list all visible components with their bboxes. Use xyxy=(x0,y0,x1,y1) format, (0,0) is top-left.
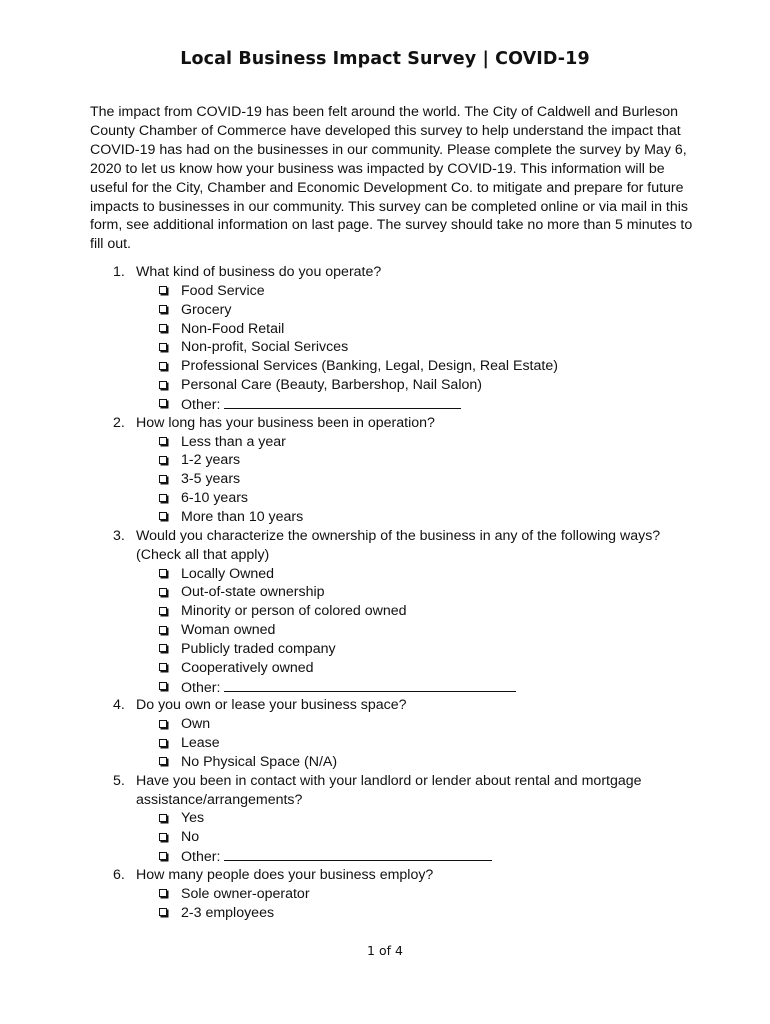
option-checkbox[interactable] xyxy=(0,282,770,301)
checkbox-icon[interactable] xyxy=(159,512,167,520)
intro-line: useful for the City, Chamber and Economic Development Co. to mitigate and prepare for future xyxy=(90,179,684,196)
option-label-text: Other: xyxy=(181,849,221,866)
option-checkbox[interactable] xyxy=(0,885,770,904)
option-label: 3-5 years xyxy=(181,471,241,488)
option-checkbox[interactable] xyxy=(0,395,770,414)
checkbox-icon[interactable] xyxy=(159,305,167,313)
question-text: How many people does your business employ? xyxy=(136,867,434,883)
intro-line: COVID-19 has had on the businesses in our community. Please complete the survey by May 6, xyxy=(90,141,687,158)
option-label xyxy=(181,847,492,867)
option-checkbox[interactable] xyxy=(0,376,770,395)
option-label: Professional Services (Banking, Legal, Design, Real Estate) xyxy=(181,358,558,375)
option-label: Minority or person of colored owned xyxy=(181,603,407,620)
option-checkbox[interactable] xyxy=(0,357,770,376)
intro-line: The impact from COVID-19 has been felt around the world. The City of Caldwell and Burleson xyxy=(90,104,679,120)
option-checkbox[interactable] xyxy=(0,678,770,697)
option-checkbox[interactable] xyxy=(0,583,770,602)
checkbox-icon[interactable] xyxy=(159,814,167,822)
option-checkbox[interactable] xyxy=(0,904,770,923)
option-label: Own xyxy=(181,716,211,733)
intro-line: fill out. xyxy=(90,236,132,253)
question-4 xyxy=(0,696,770,715)
question-text: How long has your business been in operation? xyxy=(136,414,435,431)
questions-list xyxy=(0,263,770,923)
checkbox-icon[interactable] xyxy=(159,720,167,728)
intro-line: impacts to businesses in our community. This survey can be completed online or via mail in this xyxy=(90,198,688,215)
checkbox-icon[interactable] xyxy=(159,286,167,294)
option-label: Cooperatively owned xyxy=(181,659,314,676)
question-number: 5. xyxy=(113,772,125,789)
option-label: Food Service xyxy=(181,282,265,299)
option-checkbox[interactable] xyxy=(0,320,770,339)
checkbox-icon[interactable] xyxy=(159,852,167,860)
checkbox-icon[interactable] xyxy=(159,569,167,577)
option-checkbox[interactable] xyxy=(0,451,770,470)
option-label xyxy=(181,678,516,698)
option-label: No Physical Space (N/A) xyxy=(181,753,338,770)
option-label: Less than a year xyxy=(181,433,286,450)
intro-line: 2020 to let us know how your business was impacted by COVID-19. This information will be xyxy=(90,160,665,177)
option-label: Non-Food Retail xyxy=(181,320,285,337)
option-label: 2-3 employees xyxy=(181,904,275,921)
option-checkbox[interactable] xyxy=(0,847,770,866)
question-number: 1. xyxy=(113,264,125,280)
option-checkbox[interactable] xyxy=(0,489,770,508)
checkbox-icon[interactable] xyxy=(159,381,167,389)
option-label: Grocery xyxy=(181,301,232,318)
question-text-continuation: (Check all that apply) xyxy=(136,546,270,563)
option-checkbox[interactable] xyxy=(0,753,770,772)
option-checkbox[interactable] xyxy=(0,301,770,320)
checkbox-icon[interactable] xyxy=(159,362,167,370)
question-1 xyxy=(0,263,770,282)
option-checkbox[interactable] xyxy=(0,470,770,489)
question-text: What kind of business do you operate? xyxy=(136,264,382,280)
option-label: No xyxy=(181,829,200,846)
checkbox-icon[interactable] xyxy=(159,399,167,407)
option-label: Woman owned xyxy=(181,622,276,639)
question-number: 2. xyxy=(113,414,125,431)
checkbox-icon[interactable] xyxy=(159,456,167,464)
page-title: Local Business Impact Survey | COVID-19 xyxy=(180,49,590,69)
option-checkbox[interactable] xyxy=(0,433,770,452)
option-checkbox[interactable] xyxy=(0,621,770,640)
option-label: 1-2 years xyxy=(181,452,241,469)
checkbox-icon[interactable] xyxy=(159,739,167,747)
question-6 xyxy=(0,866,770,885)
checkbox-icon[interactable] xyxy=(159,833,167,841)
question-number: 3. xyxy=(113,527,125,544)
checkbox-icon[interactable] xyxy=(159,324,167,332)
option-label: More than 10 years xyxy=(181,508,304,525)
question-text-continuation: assistance/arrangements? xyxy=(136,791,303,808)
option-label xyxy=(181,395,461,415)
option-checkbox[interactable] xyxy=(0,508,770,527)
question-2 xyxy=(0,414,770,433)
checkbox-icon[interactable] xyxy=(159,343,167,351)
checkbox-icon[interactable] xyxy=(159,607,167,615)
intro-paragraph xyxy=(90,103,693,254)
option-label-text: Other: xyxy=(181,679,221,696)
other-write-in-line[interactable] xyxy=(224,395,461,409)
checkbox-icon[interactable] xyxy=(159,644,167,652)
option-checkbox[interactable] xyxy=(0,828,770,847)
other-write-in-line[interactable] xyxy=(224,678,516,692)
option-label: Lease xyxy=(181,735,220,752)
option-label: Out-of-state ownership xyxy=(181,584,325,601)
option-checkbox[interactable] xyxy=(0,715,770,734)
option-checkbox[interactable] xyxy=(0,602,770,621)
question-number: 6. xyxy=(113,867,125,883)
option-label: Non-profit, Social Serivces xyxy=(181,339,349,356)
page-number: 1 of 4 xyxy=(367,943,403,958)
question-5-continuation xyxy=(0,791,770,810)
intro-line: form, see additional information on last page. The survey should take no more than 5 minutes to xyxy=(90,217,693,234)
option-label: Locally Owned xyxy=(181,565,275,582)
checkbox-icon[interactable] xyxy=(159,475,167,483)
checkbox-icon[interactable] xyxy=(159,588,167,596)
question-text: Would you characterize the ownership of the business in any of the following ways? xyxy=(136,527,661,544)
checkbox-icon[interactable] xyxy=(159,626,167,634)
question-5 xyxy=(0,772,770,791)
option-checkbox[interactable] xyxy=(0,565,770,584)
option-checkbox[interactable] xyxy=(0,734,770,753)
option-label: Sole owner-operator xyxy=(181,885,310,902)
option-label: Yes xyxy=(181,810,205,827)
question-number: 4. xyxy=(113,697,125,714)
option-label: Personal Care (Beauty, Barbershop, Nail Salon) xyxy=(181,377,482,394)
question-text: Have you been in contact with your landlord or lender about rental and mortgage xyxy=(136,772,642,789)
checkbox-icon[interactable] xyxy=(159,889,167,897)
option-label-text: Other: xyxy=(181,396,221,413)
checkbox-icon[interactable] xyxy=(159,494,167,502)
option-checkbox[interactable] xyxy=(0,640,770,659)
question-3 xyxy=(0,527,770,546)
checkbox-icon[interactable] xyxy=(159,908,167,916)
question-text: Do you own or lease your business space? xyxy=(136,697,407,714)
intro-line: County Chamber of Commerce have developed this survey to help understand the impact that xyxy=(90,122,681,139)
option-label: 6-10 years xyxy=(181,490,249,507)
question-3-continuation xyxy=(0,546,770,565)
option-label: Publicly traded company xyxy=(181,640,336,657)
option-checkbox[interactable] xyxy=(0,659,770,678)
option-checkbox[interactable] xyxy=(0,809,770,828)
option-checkbox[interactable] xyxy=(0,338,770,357)
checkbox-icon[interactable] xyxy=(159,757,167,765)
checkbox-icon[interactable] xyxy=(159,663,167,671)
checkbox-icon[interactable] xyxy=(159,437,167,445)
checkbox-icon[interactable] xyxy=(159,682,167,690)
other-write-in-line[interactable] xyxy=(224,847,492,861)
